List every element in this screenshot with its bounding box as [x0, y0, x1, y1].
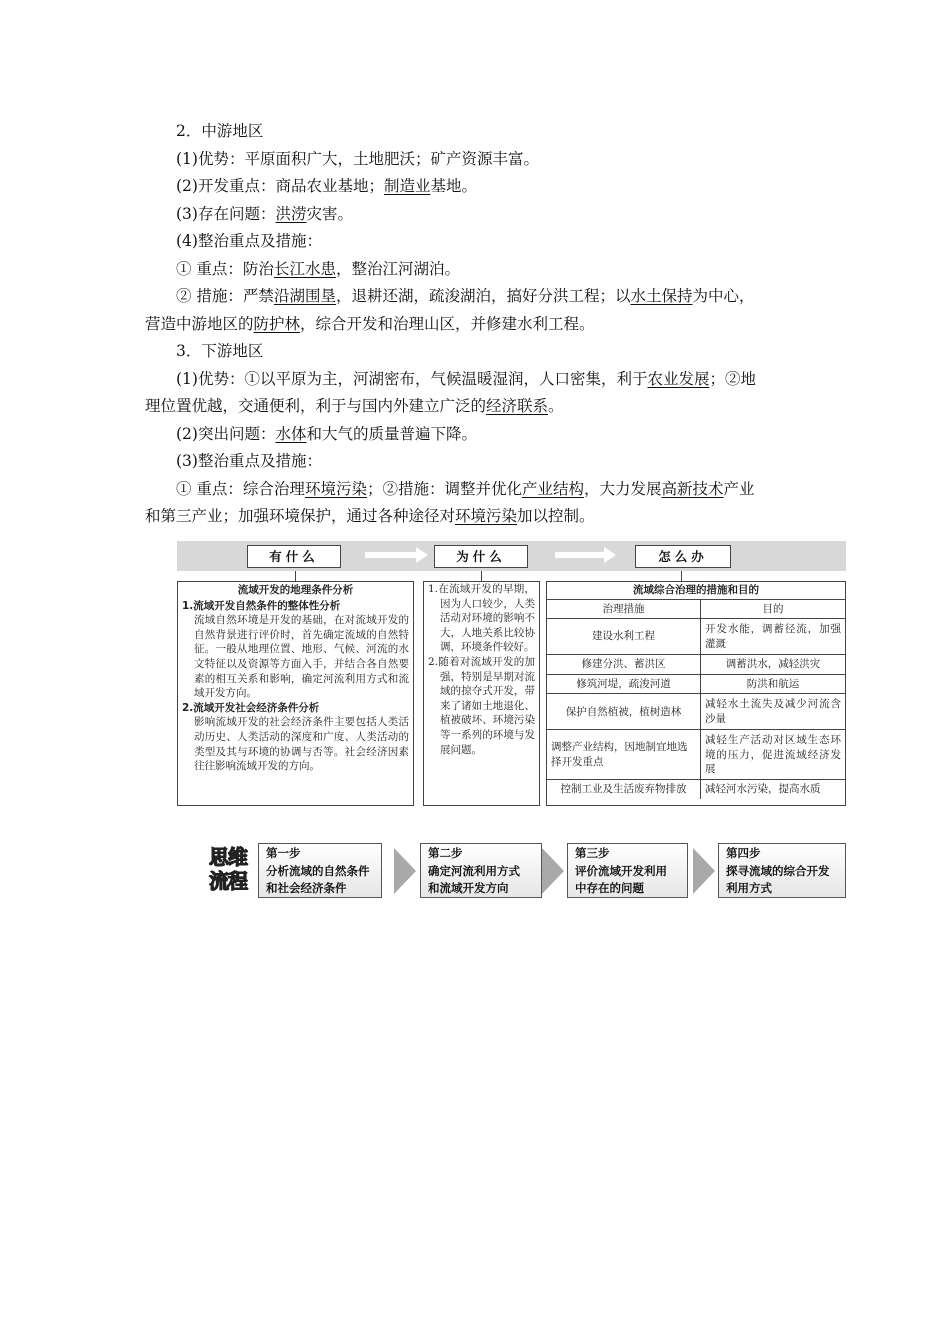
table-cell: 修建分洪、蓄洪区: [547, 655, 701, 675]
table-cell: 修筑河堤，疏浚河道: [547, 674, 701, 694]
flow-label-line: 流程: [209, 869, 247, 893]
table-cell: 调蓄洪水，减轻洪灾: [701, 655, 846, 675]
column-header: 目的: [701, 599, 846, 619]
header-what: 有什么: [247, 545, 341, 568]
table-row: [547, 780, 845, 799]
article-text: [145, 118, 810, 531]
flow-label: [205, 845, 251, 893]
paragraph: (1)优势：平原面积广大，土地肥沃；矿产资源丰富。: [176, 149, 539, 168]
reasons-panel: [423, 581, 540, 806]
arrow-right-icon: [693, 848, 715, 894]
measures-panel: [546, 581, 846, 806]
paragraph: (3)整治重点及措施：: [176, 452, 322, 470]
table-row: [547, 674, 845, 694]
paragraph: (3)存在问题：洪涝灾害。: [176, 204, 353, 223]
table-cell: 减轻河水污染，提高水质: [701, 780, 846, 799]
subheading: 1.流域开发自然条件的整体性分析: [182, 599, 341, 612]
flow-label-line: 思维: [209, 845, 247, 869]
reason-item: 1.在流域开发的早期，因为人口较少，人类活动对环境的影响不大，人地关系比较协调，环境条件较好。: [428, 583, 535, 654]
step-text: 中存在的问题: [575, 881, 644, 895]
step-text: 确定河流利用方式: [428, 863, 520, 878]
step-text: 利用方式: [726, 881, 772, 895]
paragraph: ① 重点：综合治理环境污染；②措施：调整并优化产业结构，大力发展高新技术产业: [176, 479, 755, 498]
subheading: 2.流域开发社会经济条件分析: [182, 701, 320, 714]
arrow-right-icon: [555, 552, 605, 558]
arrow-right-icon: [394, 848, 416, 894]
arrow-right-icon: [542, 848, 564, 894]
step-3: [567, 843, 688, 898]
step-title: 第一步: [266, 846, 301, 860]
panel-text: 影响流域开发的社会经济条件主要包括人类活动历史、人类活动的深度和广度、人类活动的类型及其与环境的协调与否等。社会经济因素往往影响流域开发的方向。: [194, 716, 409, 773]
step-title: 第二步: [428, 846, 463, 860]
step-1: [258, 843, 382, 898]
table-cell: 开发水能，调蓄径流，加强灌溉: [701, 619, 846, 655]
panel-title: 流域综合治理的措施和目的: [633, 584, 759, 596]
step-text: 分析流域的自然条件: [266, 863, 370, 878]
thinking-flow: [205, 843, 850, 901]
step-text: 和社会经济条件: [266, 881, 347, 895]
header-why: 为什么: [434, 545, 528, 568]
column-header: 治理措施: [547, 599, 701, 619]
geo-conditions-panel: [177, 581, 414, 806]
connector-line: [481, 571, 482, 581]
panel-title: 流域开发的地理条件分析: [237, 584, 354, 596]
table-row: [547, 730, 845, 780]
paragraph: (2)突出问题：水体和大气的质量普遍下降。: [176, 424, 477, 443]
paragraph: 理位置优越，交通便利，利于与国内外建立广泛的经济联系。: [145, 397, 564, 415]
river-basin-diagram: [177, 541, 846, 809]
step-text: 探寻流域的综合开发: [726, 863, 830, 878]
step-title: 第三步: [575, 846, 610, 860]
arrow-right-icon: [365, 552, 417, 558]
table-cell: 防洪和航运: [701, 674, 846, 694]
reason-item: 2.随着对流域开发的加强，特别是早期对流域的掠夺式开发，带来了诸如土地退化、植被破坏、环境污染等一系列的环境与发展问题。: [428, 655, 535, 756]
paragraph: 和第三产业；加强环境保护，通过各种途径对环境污染加以控制。: [145, 507, 595, 525]
table-header-row: [547, 599, 845, 619]
paragraph: 营造中游地区的防护林，综合开发和治理山区，并修建水利工程。: [145, 314, 595, 333]
step-2: [420, 843, 542, 898]
step-text: 评价流域开发利用: [575, 863, 667, 878]
table-cell: 调整产业结构，因地制宜地选择开发重点: [547, 730, 701, 780]
paragraph: (4)整治重点及措施：: [176, 232, 322, 250]
section-title-midstream: 2．中游地区: [176, 122, 264, 140]
paragraph: (2)开发重点：商品农业基地；制造业基地。: [176, 177, 477, 195]
table-row: [547, 694, 845, 730]
connector-line: [295, 571, 296, 581]
section-title-downstream: 3．下游地区: [176, 342, 264, 360]
connector-line: [681, 571, 682, 581]
table-cell: 保护自然植被，植树造林: [547, 694, 701, 730]
paragraph: ② 措施：严禁沿湖围垦，退耕还湖，疏浚湖泊，搞好分洪工程；以水土保持为中心，: [176, 287, 755, 305]
table-cell: 建设水利工程: [547, 619, 701, 655]
step-text: 和流域开发方向: [428, 881, 509, 895]
step-title: 第四步: [726, 846, 761, 860]
header-how: 怎么办: [635, 545, 731, 568]
table-cell: 控制工业及生活废弃物排放: [547, 780, 701, 799]
measures-table: [547, 599, 845, 799]
table-row: [547, 619, 845, 655]
table-cell: 减轻生产活动对区域生态环境的压力，促进流域经济发展: [701, 730, 846, 780]
step-4: [718, 843, 846, 898]
table-row: [547, 655, 845, 675]
table-cell: 减轻水土流失及减少河流含沙量: [701, 694, 846, 730]
panel-text: 流域自然环境是开发的基础，在对流域开发的自然背景进行评价时，首先确定流域的自然特征。一般从地理位置、地形、气候、河流的水文特征以及资源等方面入手，并结合各自然要素的相互关系和影响，确定河流利用方式和流域开发方向。: [194, 614, 409, 700]
paragraph: ① 重点：防治长江水患，整治江河湖泊。: [176, 259, 460, 278]
paragraph: (1)优势：①以平原为主，河湖密布，气候温暖湿润，人口密集，利于农业发展；②地: [176, 369, 756, 388]
